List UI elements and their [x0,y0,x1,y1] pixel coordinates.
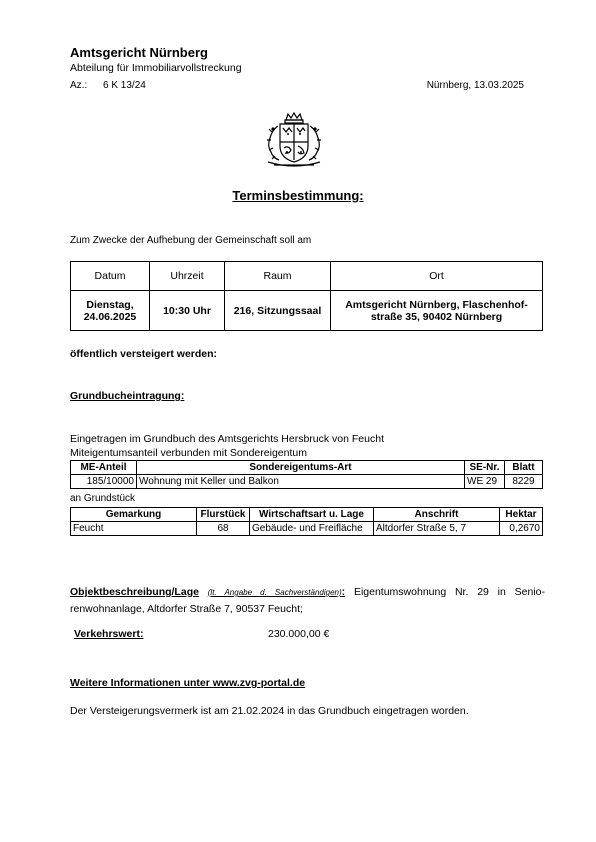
register-line-1: Eingetragen im Grundbuch des Amtsgerichts Hersbruck von Feucht [70,433,384,445]
market-value: 230.000,00 € [268,628,330,640]
document-heading: Terminsbestimmung: [232,188,364,203]
header-type: Sondereigentums-Art [137,461,465,475]
type-value: Wohnung mit Keller und Balkon [137,475,465,489]
appointment-date [71,291,150,331]
plot-table [70,507,543,536]
hectare-value: 0,2670 [500,522,543,536]
header-time: Uhrzeit [150,262,225,291]
object-description-hint: (lt. Angabe d. Sachverständigen) [207,588,342,597]
table-row [71,475,543,489]
sheet-value: 8229 [505,475,543,489]
place-date: Nürnberg, 13.03.2025 [426,80,524,91]
register-line-2: Miteigentumsanteil verbunden mit Sondereigentum [70,447,307,459]
object-description-text: Eigentumswohnung Nr. 29 in Senio-renwohnanlage, Altdorfer Straße 7, 90537 Feucht; [70,586,546,615]
appointment-place [331,291,543,331]
unit-no-value: WE 29 [465,475,505,489]
intro-text: Zum Zwecke der Aufhebung der Gemeinschaft soll am [70,235,312,246]
parcel-value: 68 [197,522,250,536]
header-hectare: Hektar [500,508,543,522]
department: Abteilung für Immobiliarvollstreckung [70,62,242,74]
date-value: 24.06.2025 [83,310,137,323]
place-line-2: straße 35, 90402 Nürnberg [370,310,503,323]
place-line-1: Amtsgericht Nürnberg, Flaschenhof- [345,298,528,311]
land-register-heading: Grundbucheintragung: [70,390,185,402]
object-description-colon: : [341,586,346,598]
share-value: 185/10000 [71,475,137,489]
more-info-link[interactable]: Weitere Informationen unter www.zvg-portal.de [70,677,306,689]
header-sheet: Blatt [505,461,543,475]
auction-note: Der Versteigerungsvermerk ist am 21.02.2024 in das Grundbuch eingetragen worden. [70,705,469,717]
header-room: Raum [225,262,331,291]
header-address: Anschrift [374,508,500,522]
date-weekday: Dienstag, [86,298,134,311]
table-row [71,522,543,536]
market-value-label: Verkehrswert: [74,628,144,640]
coat-of-arms-icon [262,112,326,170]
header-share: ME-Anteil [71,461,137,475]
plot-label: an Grundstück [70,493,136,504]
header-land-use: Wirtschaftsart u. Lage [250,508,374,522]
appointment-time: 10:30 Uhr [150,291,225,331]
header-district: Gemarkung [71,508,197,522]
ownership-table [70,460,543,489]
appointment-table [70,261,543,331]
appointment-room: 216, Sitzungssaal [225,291,331,331]
court-name: Amtsgericht Nürnberg [70,45,208,60]
object-description-label: Objektbeschreibung/Lage [70,586,199,598]
header-place: Ort [331,262,543,291]
auction-text: öffentlich versteigert werden: [70,348,218,360]
file-number-label: Az.: [70,80,88,91]
header-unit-no: SE-Nr. [465,461,505,475]
header-parcel: Flurstück [197,508,250,522]
land-use-value: Gebäude- und Freifläche [250,522,374,536]
address-value: Altdorfer Straße 5, 7 [374,522,500,536]
object-description [70,584,545,617]
district-value: Feucht [71,522,197,536]
file-number: 6 K 13/24 [103,80,146,91]
header-date: Datum [71,262,150,291]
